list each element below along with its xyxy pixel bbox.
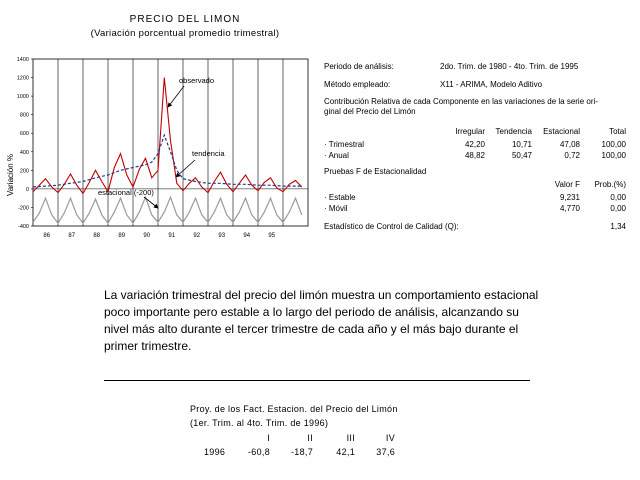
contrib-cell: 100,00 [601,151,626,160]
contrib-header-total: Total [609,127,626,136]
y-tick-label: 200 [19,168,29,175]
projection-value: -60,8 [247,447,270,457]
x-tick-label: 90 [143,233,151,239]
y-tick-label: 800 [19,112,29,119]
contrib-line2: ginal del Precio del Limón [324,107,416,116]
projection-header: III [346,433,355,443]
annotation-tendencia: tendencia [192,149,225,158]
contrib-cell: 50,47 [511,151,532,160]
calidad-value: 1,34 [610,222,626,231]
pruebas-header-prob: Prob.(%) [594,180,626,189]
pruebas-header-valorf: Valor F [554,180,580,189]
y-tick-label: 1400 [16,57,29,63]
line-chart [0,50,320,250]
x-tick-label: 93 [218,233,226,239]
y-tick-label: -400 [17,224,29,230]
y-axis [17,57,33,230]
y-tick-label: 400 [19,149,29,156]
x-tick-label: 92 [193,233,201,239]
contrib-row-label: · Anual [324,151,349,160]
pruebas-label: Pruebas F de Estacionalidad [324,167,427,176]
contrib-header-irregular: Irregular [455,127,485,136]
periodo-label: Periodo de análisis: [324,62,394,71]
projection-subtitle: (1er. Trim. al 4to. Trim. de 1996) [190,418,329,428]
x-axis [43,233,275,239]
x-tick-label: 94 [243,233,251,239]
annotation-observado: observado [179,76,215,85]
projection-value: 37,6 [376,447,395,457]
y-tick-label: 600 [19,131,29,138]
y-axis-label: Variación % [6,153,15,197]
x-tick-label: 91 [168,233,176,239]
metodo-value: X11 - ARIMA, Modelo Aditivo [440,80,543,89]
contrib-cell: 48,82 [464,151,485,160]
contrib-header-tendencia: Tendencia [495,127,532,136]
x-tick-label: 86 [43,233,51,239]
pruebas-cell: 0,00 [610,204,626,213]
contrib-cell: 100,00 [601,140,626,149]
projection-header: II [307,433,313,443]
divider [104,380,530,381]
pruebas-row-label: · Móvil [324,204,348,213]
metodo-label: Método empleado: [324,80,391,89]
contrib-line1: Contribución Relativa de cada Componente en las variaciones de la serie ori- [324,97,598,106]
contrib-header-estacional: Estacional [543,127,580,136]
projection-title: Proy. de los Fact. Estacion. del Precio del Limón [190,404,398,414]
contrib-cell: 42,20 [464,140,485,149]
projection-value: -18,7 [290,447,313,457]
periodo-value: 2do. Trim. de 1980 - 4to. Trim. de 1995 [440,62,579,71]
x-tick-label: 95 [268,233,276,239]
y-tick-label: 1000 [16,94,29,101]
x-tick-label: 87 [68,233,76,239]
contrib-cell: 0,72 [564,151,580,160]
projection-header: I [267,433,270,443]
pruebas-cell: 4,770 [559,204,580,213]
contrib-cell: 47,08 [559,140,580,149]
projection-header: IV [385,433,395,443]
contrib-row-label: · Trimestral [324,140,364,149]
summary-paragraph: La variación trimestral del precio del limón muestra un comportamiento estacional poco importante pero estable a lo largo del periodo de análisis, alcanzando su nivel más alto durante el tercer trimestre de cada año y el más bajo durante el primer trimestre. [104,288,539,353]
projection-value: 42,1 [336,447,355,457]
y-tick-label: 1200 [16,75,29,82]
chart-title: PRECIO DEL LIMON [129,14,241,25]
x-tick-label: 88 [93,233,101,239]
pruebas-row-label: · Estable [324,193,356,202]
calidad-label: Estadístico de Control de Calidad (Q): [324,222,459,231]
projection-year: 1996 [204,447,226,457]
x-tick-label: 89 [118,233,126,239]
chart-subtitle: (Variación porcentual promedio trimestral) [90,28,280,39]
y-tick-label: -200 [17,205,29,212]
y-tick-label: 0 [25,186,29,193]
pruebas-cell: 0,00 [610,193,626,202]
annotation-estacional: estacional (-200) [98,188,154,197]
pruebas-cell: 9,231 [559,193,580,202]
contrib-cell: 10,71 [511,140,532,149]
